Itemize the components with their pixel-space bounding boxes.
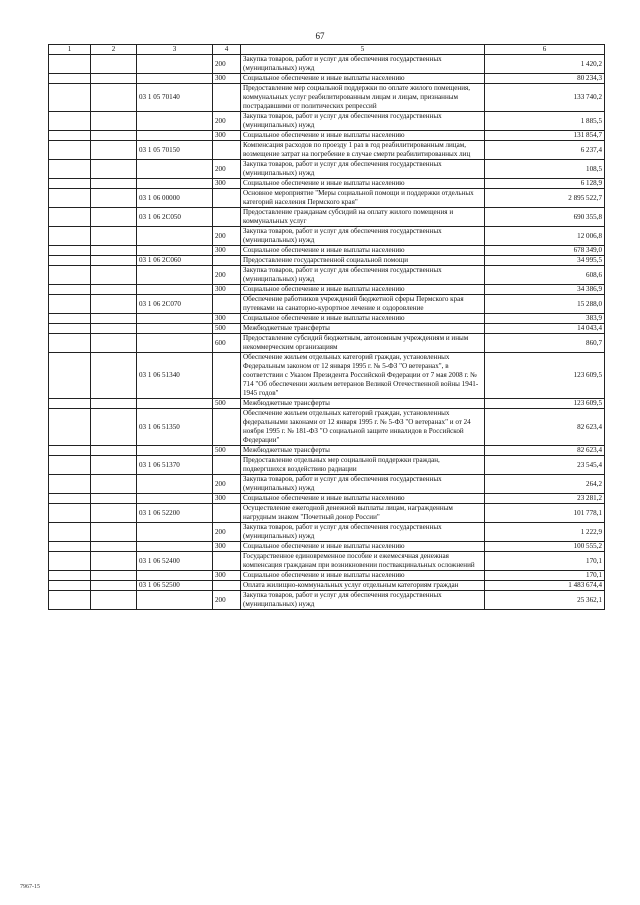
cell-name: Закупка товаров, работ и услуг для обеспечения государственных (муниципальных) нужд	[241, 160, 485, 179]
table-row	[49, 74, 605, 84]
cell-amount: 23 281,2	[485, 494, 605, 504]
cell-col-2	[91, 314, 137, 324]
cell-code: 03 1 06 52200	[137, 504, 213, 523]
cell-expense-type: 300	[213, 314, 241, 324]
cell-amount: 15 288,0	[485, 295, 605, 314]
table-row	[49, 246, 605, 256]
cell-col-2	[91, 324, 137, 334]
cell-expense-type: 200	[213, 160, 241, 179]
table-row	[49, 324, 605, 334]
cell-name: Межбюджетные трансферты	[241, 399, 485, 409]
cell-col-1	[49, 324, 91, 334]
cell-amount: 690 355,8	[485, 208, 605, 227]
cell-col-2	[91, 591, 137, 610]
table-row	[49, 208, 605, 227]
cell-amount: 14 043,4	[485, 324, 605, 334]
table-row	[49, 475, 605, 494]
cell-expense-type: 200	[213, 227, 241, 246]
cell-col-1	[49, 314, 91, 324]
cell-code	[137, 591, 213, 610]
cell-name: Закупка товаров, работ и услуг для обеспечения государственных (муниципальных) нужд	[241, 475, 485, 494]
cell-name: Социальное обеспечение и иные выплаты населению	[241, 179, 485, 189]
cell-name: Обеспечение жильем отдельных категорий граждан, установленных федеральными законами от 12 января 1995 г. № 5-ФЗ "О ветеранах" и от 24 ноября 1995 г. № 181-ФЗ "О социальной защите инвалидов в Российской Федерации"	[241, 409, 485, 446]
cell-expense-type: 200	[213, 475, 241, 494]
cell-code: 03 1 05 70150	[137, 141, 213, 160]
cell-code	[137, 285, 213, 295]
cell-col-2	[91, 581, 137, 591]
cell-code	[137, 542, 213, 552]
cell-code	[137, 74, 213, 84]
cell-col-2	[91, 266, 137, 285]
cell-col-2	[91, 504, 137, 523]
cell-code: 03 1 06 52500	[137, 581, 213, 591]
cell-col-1	[49, 523, 91, 542]
cell-expense-type: 200	[213, 55, 241, 74]
cell-col-1	[49, 208, 91, 227]
cell-col-1	[49, 494, 91, 504]
cell-amount: 23 545,4	[485, 456, 605, 475]
cell-expense-type	[213, 295, 241, 314]
cell-col-2	[91, 84, 137, 112]
cell-col-2	[91, 552, 137, 571]
cell-expense-type: 300	[213, 285, 241, 295]
cell-code	[137, 314, 213, 324]
cell-name: Предоставление субсидий бюджетным, автономным учреждениям и иным некоммерческим организациям	[241, 334, 485, 353]
page-number: 67	[315, 31, 325, 41]
cell-name: Предоставление государственной социальной помощи	[241, 256, 485, 266]
cell-expense-type: 300	[213, 571, 241, 581]
cell-col-2	[91, 475, 137, 494]
table-row	[49, 256, 605, 266]
cell-col-1	[49, 353, 91, 399]
cell-col-1	[49, 571, 91, 581]
cell-col-1	[49, 456, 91, 475]
cell-expense-type: 500	[213, 446, 241, 456]
cell-expense-type	[213, 409, 241, 446]
cell-amount: 12 006,8	[485, 227, 605, 246]
cell-col-1	[49, 591, 91, 610]
cell-col-1	[49, 189, 91, 208]
cell-code: 03 1 06 51340	[137, 353, 213, 399]
cell-expense-type	[213, 208, 241, 227]
cell-expense-type: 500	[213, 399, 241, 409]
header-cell: 6	[485, 45, 605, 55]
cell-col-1	[49, 295, 91, 314]
cell-name: Закупка товаров, работ и услуг для обеспечения государственных (муниципальных) нужд	[241, 523, 485, 542]
table-row	[49, 160, 605, 179]
cell-name: Межбюджетные трансферты	[241, 446, 485, 456]
cell-code: 03 1 06 2С070	[137, 295, 213, 314]
cell-amount: 170,1	[485, 552, 605, 571]
cell-name: Основное мероприятие "Меры социальной помощи и поддержки отдельных категорий населения Пермского края"	[241, 189, 485, 208]
cell-name: Предоставление мер социальной поддержки по оплате жилого помещения, коммунальных услуг реабилитированным лицам и лицам, признанным пострадавшими от политических репрессий	[241, 84, 485, 112]
table-row	[49, 179, 605, 189]
cell-amount: 25 362,1	[485, 591, 605, 610]
cell-code	[137, 324, 213, 334]
table-row	[49, 353, 605, 399]
cell-col-1	[49, 581, 91, 591]
table-row	[49, 571, 605, 581]
table-row	[49, 227, 605, 246]
cell-col-2	[91, 523, 137, 542]
cell-col-2	[91, 208, 137, 227]
cell-col-2	[91, 227, 137, 246]
cell-name: Социальное обеспечение и иные выплаты населению	[241, 494, 485, 504]
cell-expense-type: 300	[213, 542, 241, 552]
table-row	[49, 55, 605, 74]
cell-col-1	[49, 141, 91, 160]
cell-name: Предоставление гражданам субсидий на оплату жилого помещения и коммунальных услуг	[241, 208, 485, 227]
cell-code	[137, 55, 213, 74]
cell-amount: 108,5	[485, 160, 605, 179]
cell-col-1	[49, 112, 91, 131]
cell-col-1	[49, 334, 91, 353]
cell-expense-type: 300	[213, 179, 241, 189]
cell-col-1	[49, 504, 91, 523]
cell-amount: 82 623,4	[485, 446, 605, 456]
cell-amount: 123 609,5	[485, 399, 605, 409]
table-row	[49, 456, 605, 475]
cell-amount: 383,9	[485, 314, 605, 324]
cell-name: Социальное обеспечение и иные выплаты населению	[241, 246, 485, 256]
table-row	[49, 399, 605, 409]
cell-code	[137, 179, 213, 189]
cell-amount: 6 237,4	[485, 141, 605, 160]
cell-col-1	[49, 446, 91, 456]
cell-amount: 608,6	[485, 266, 605, 285]
cell-code	[137, 266, 213, 285]
cell-col-1	[49, 227, 91, 246]
cell-name: Компенсация расходов по проезду 1 раз в год реабилитированным лицам, возмещение затрат на погребение в случае смерти реабилитированных лиц	[241, 141, 485, 160]
cell-code	[137, 523, 213, 542]
cell-col-2	[91, 295, 137, 314]
cell-col-2	[91, 571, 137, 581]
cell-col-1	[49, 55, 91, 74]
cell-code	[137, 160, 213, 179]
cell-col-2	[91, 131, 137, 141]
cell-name: Социальное обеспечение и иные выплаты населению	[241, 131, 485, 141]
table-row	[49, 409, 605, 446]
table-row	[49, 295, 605, 314]
cell-code	[137, 571, 213, 581]
cell-name: Закупка товаров, работ и услуг для обеспечения государственных (муниципальных) нужд	[241, 591, 485, 610]
cell-col-1	[49, 160, 91, 179]
table-row	[49, 494, 605, 504]
cell-name: Межбюджетные трансферты	[241, 324, 485, 334]
cell-code: 03 1 06 51350	[137, 409, 213, 446]
cell-name: Закупка товаров, работ и услуг для обеспечения государственных (муниципальных) нужд	[241, 55, 485, 74]
cell-code	[137, 246, 213, 256]
table-row	[49, 131, 605, 141]
cell-col-2	[91, 179, 137, 189]
cell-expense-type: 300	[213, 246, 241, 256]
header-cell: 1	[49, 45, 91, 55]
table-row	[49, 84, 605, 112]
cell-col-1	[49, 542, 91, 552]
cell-code: 03 1 05 70140	[137, 84, 213, 112]
table-row	[49, 523, 605, 542]
cell-expense-type	[213, 456, 241, 475]
cell-amount: 34 386,9	[485, 285, 605, 295]
cell-amount: 6 128,9	[485, 179, 605, 189]
cell-amount: 131 854,7	[485, 131, 605, 141]
cell-col-2	[91, 456, 137, 475]
cell-code: 03 1 06 51370	[137, 456, 213, 475]
cell-col-2	[91, 542, 137, 552]
cell-code: 03 1 06 00000	[137, 189, 213, 208]
cell-expense-type	[213, 256, 241, 266]
cell-col-2	[91, 334, 137, 353]
cell-col-2	[91, 74, 137, 84]
cell-col-2	[91, 446, 137, 456]
cell-code	[137, 112, 213, 131]
cell-expense-type: 600	[213, 334, 241, 353]
cell-col-2	[91, 55, 137, 74]
cell-name: Закупка товаров, работ и услуг для обеспечения государственных (муниципальных) нужд	[241, 112, 485, 131]
table-row	[49, 112, 605, 131]
cell-expense-type: 500	[213, 324, 241, 334]
cell-name: Предоставление отдельных мер социальной поддержки граждан, подвергшихся воздействию радиации	[241, 456, 485, 475]
cell-name: Социальное обеспечение и иные выплаты населению	[241, 542, 485, 552]
cell-col-1	[49, 246, 91, 256]
cell-amount: 80 234,3	[485, 74, 605, 84]
cell-expense-type	[213, 581, 241, 591]
cell-amount: 133 740,2	[485, 84, 605, 112]
table-row	[49, 141, 605, 160]
cell-expense-type	[213, 141, 241, 160]
table-row	[49, 334, 605, 353]
table-row	[49, 591, 605, 610]
cell-amount: 2 895 522,7	[485, 189, 605, 208]
table-row	[49, 504, 605, 523]
cell-code	[137, 399, 213, 409]
cell-name: Закупка товаров, работ и услуг для обеспечения государственных (муниципальных) нужд	[241, 227, 485, 246]
cell-name: Социальное обеспечение и иные выплаты населению	[241, 571, 485, 581]
cell-name: Закупка товаров, работ и услуг для обеспечения государственных (муниципальных) нужд	[241, 266, 485, 285]
cell-code: 03 1 06 52400	[137, 552, 213, 571]
cell-col-2	[91, 494, 137, 504]
cell-col-1	[49, 256, 91, 266]
cell-name: Оплата жилищно-коммунальных услуг отдельным категориям граждан	[241, 581, 485, 591]
cell-amount: 82 623,4	[485, 409, 605, 446]
cell-amount: 1 483 674,4	[485, 581, 605, 591]
cell-expense-type	[213, 552, 241, 571]
cell-col-2	[91, 246, 137, 256]
table-row	[49, 189, 605, 208]
cell-expense-type: 200	[213, 523, 241, 542]
cell-name: Осуществление ежегодной денежной выплаты лицам, награжденным нагрудным знаком "Почетный донор России"	[241, 504, 485, 523]
cell-col-2	[91, 160, 137, 179]
budget-table	[48, 44, 605, 610]
cell-col-1	[49, 131, 91, 141]
cell-amount: 264,2	[485, 475, 605, 494]
header-cell: 2	[91, 45, 137, 55]
cell-col-1	[49, 266, 91, 285]
cell-col-2	[91, 256, 137, 266]
cell-col-2	[91, 189, 137, 208]
cell-col-2	[91, 141, 137, 160]
header-cell: 3	[137, 45, 213, 55]
cell-name: Социальное обеспечение и иные выплаты населению	[241, 285, 485, 295]
cell-col-1	[49, 552, 91, 571]
table-row	[49, 446, 605, 456]
table-row	[49, 314, 605, 324]
table-row	[49, 266, 605, 285]
cell-name: Государственное единовременное пособие и ежемесячная денежная компенсация гражданам при возникновении поствакцинальных осложнений	[241, 552, 485, 571]
cell-amount: 860,7	[485, 334, 605, 353]
table-row	[49, 552, 605, 571]
cell-col-2	[91, 409, 137, 446]
cell-code	[137, 446, 213, 456]
cell-amount: 100 555,2	[485, 542, 605, 552]
cell-code	[137, 494, 213, 504]
table-header-row	[49, 45, 605, 55]
cell-col-1	[49, 84, 91, 112]
cell-expense-type: 300	[213, 494, 241, 504]
cell-amount: 101 778,1	[485, 504, 605, 523]
cell-name: Социальное обеспечение и иные выплаты населению	[241, 74, 485, 84]
header-cell: 5	[241, 45, 485, 55]
cell-amount: 34 995,5	[485, 256, 605, 266]
cell-code	[137, 131, 213, 141]
cell-expense-type: 200	[213, 112, 241, 131]
cell-expense-type: 300	[213, 74, 241, 84]
cell-expense-type	[213, 189, 241, 208]
table-row	[49, 542, 605, 552]
header-cell: 4	[213, 45, 241, 55]
cell-amount: 123 609,5	[485, 353, 605, 399]
cell-amount: 678 349,0	[485, 246, 605, 256]
cell-expense-type	[213, 353, 241, 399]
table-row	[49, 285, 605, 295]
table-row	[49, 581, 605, 591]
cell-amount: 170,1	[485, 571, 605, 581]
cell-expense-type	[213, 504, 241, 523]
cell-col-1	[49, 475, 91, 494]
cell-amount: 1 420,2	[485, 55, 605, 74]
cell-col-2	[91, 399, 137, 409]
cell-col-1	[49, 179, 91, 189]
footer-code: 7967-15	[20, 884, 40, 890]
cell-col-1	[49, 285, 91, 295]
cell-col-2	[91, 353, 137, 399]
cell-code: 03 1 06 2С060	[137, 256, 213, 266]
cell-col-1	[49, 399, 91, 409]
cell-name: Обеспечение работников учреждений бюджетной сферы Пермского края путевками на санаторно-курортное лечение и оздоровление	[241, 295, 485, 314]
cell-code: 03 1 06 2С050	[137, 208, 213, 227]
cell-code	[137, 475, 213, 494]
cell-expense-type: 200	[213, 266, 241, 285]
table-body	[49, 55, 605, 610]
cell-code	[137, 334, 213, 353]
cell-amount: 1 222,9	[485, 523, 605, 542]
cell-name: Социальное обеспечение и иные выплаты населению	[241, 314, 485, 324]
cell-name: Обеспечение жильем отдельных категорий граждан, установленных Федеральным законом от 12 января 1995 г. № 5-ФЗ "О ветеранах", в соответствии с Указом Президента Российской Федерации от 7 мая 2008 г. № 714 "Об обеспечении жильем ветеранов Великой Отечественной войны 1941-1945 годов"	[241, 353, 485, 399]
cell-expense-type: 200	[213, 591, 241, 610]
cell-expense-type: 300	[213, 131, 241, 141]
cell-expense-type	[213, 84, 241, 112]
cell-code	[137, 227, 213, 246]
cell-col-1	[49, 74, 91, 84]
cell-amount: 1 885,5	[485, 112, 605, 131]
cell-col-2	[91, 112, 137, 131]
cell-col-1	[49, 409, 91, 446]
cell-col-2	[91, 285, 137, 295]
